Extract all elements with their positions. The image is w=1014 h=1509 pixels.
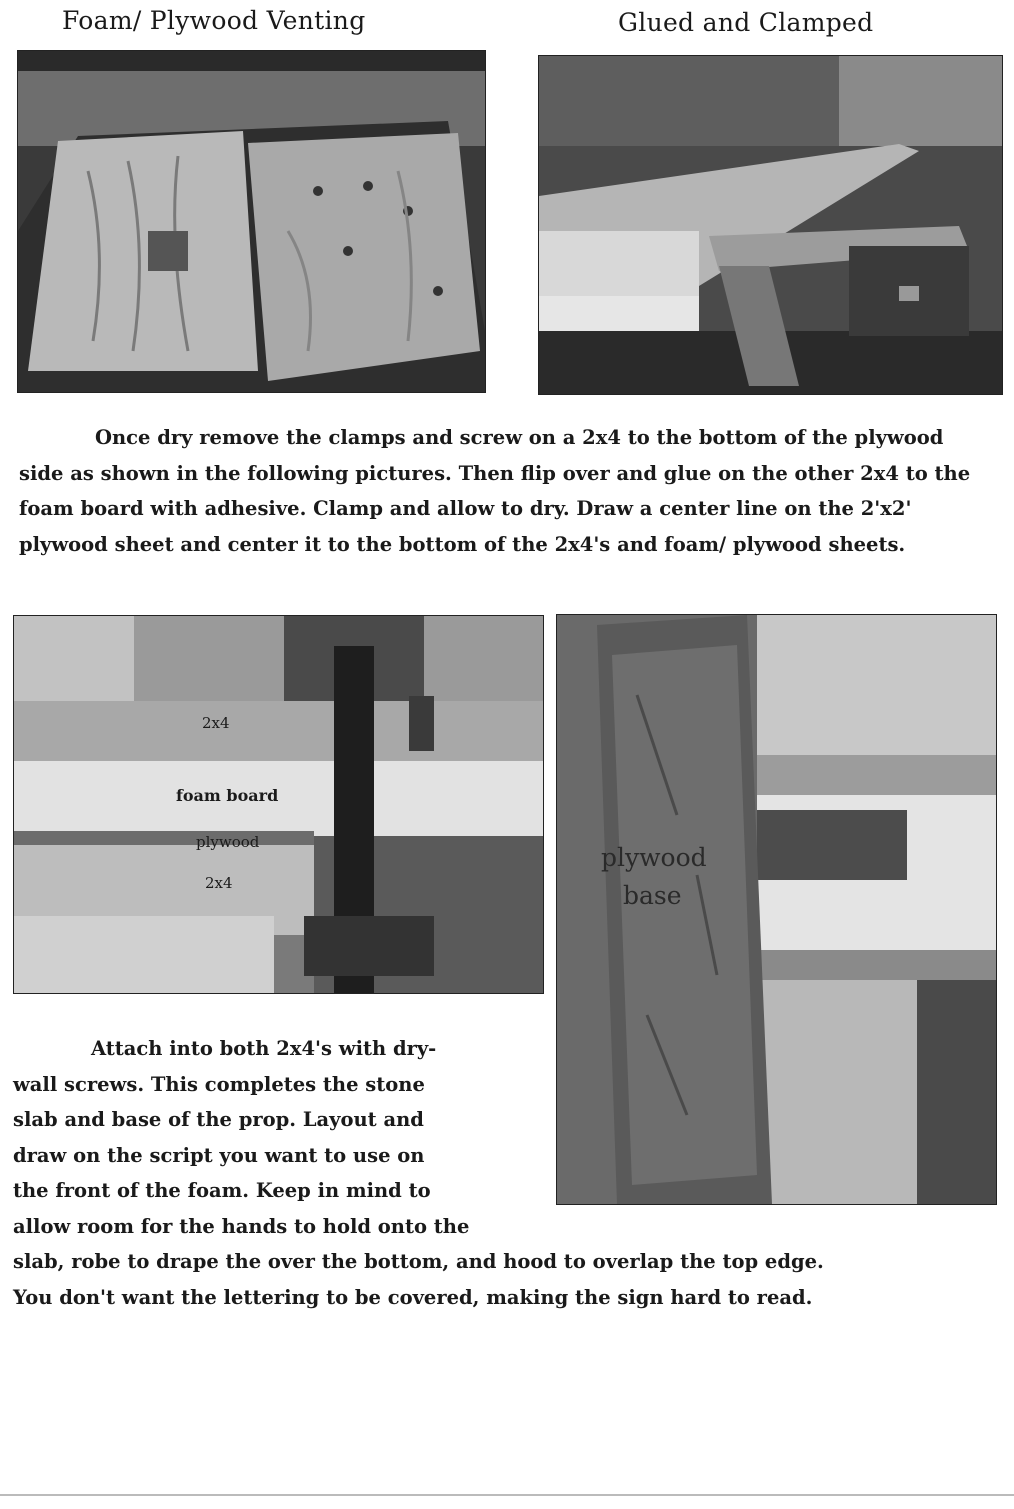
paragraph-2-line-4: draw on the script you want to use on bbox=[13, 1143, 425, 1167]
paragraph-2-line-3: slab and base of the prop. Layout and bbox=[13, 1108, 424, 1131]
page-bottom-edge bbox=[0, 1494, 1014, 1496]
heading-clamped: Glued and Clamped bbox=[618, 8, 874, 37]
paragraph-2-line-6: allow room for the hands to hold onto the bbox=[13, 1214, 470, 1238]
photo-glued-clamped bbox=[538, 55, 1003, 395]
paragraph-2-line-7: slab, robe to drape the over the bottom, and hood to overlap the top edge. bbox=[13, 1250, 824, 1273]
paragraph-2-line-5: the front of the foam. Keep in mind to bbox=[13, 1179, 431, 1202]
label-plywood-base-line2: base bbox=[623, 881, 682, 910]
label-top-2x4: 2x4 bbox=[202, 714, 230, 732]
label-bottom-2x4: 2x4 bbox=[205, 874, 233, 892]
heading-venting: Foam/ Plywood Venting bbox=[62, 6, 366, 35]
photo-layered-assembly bbox=[13, 615, 544, 994]
label-foam-board: foam board bbox=[176, 786, 279, 805]
paragraph-2-line-8: You don't want the lettering to be covered, making the sign hard to read. bbox=[13, 1285, 813, 1309]
paragraph-2-line-1: Attach into both 2x4's with dry- bbox=[91, 1037, 437, 1060]
label-plywood-base-line1: plywood bbox=[601, 843, 707, 872]
instruction-paragraph-1: Once dry remove the clamps and screw on a 2x4 to the bottom of the plywood side as shown in the following pictures. Then flip over and glue on the other 2x4 to the foam board with adhesive. Clamp and allow to dry. Draw a center line on the 2'x2' plywood sheet and center it to the bottom of the 2x4's and foam/ plywood sheets. bbox=[19, 426, 971, 556]
label-plywood: plywood bbox=[196, 833, 260, 851]
paragraph-2-line-2: wall screws. This completes the stone bbox=[13, 1072, 425, 1096]
instruction-paragraph-2 bbox=[13, 1031, 1003, 1315]
photo-foam-plywood-venting bbox=[17, 50, 486, 393]
